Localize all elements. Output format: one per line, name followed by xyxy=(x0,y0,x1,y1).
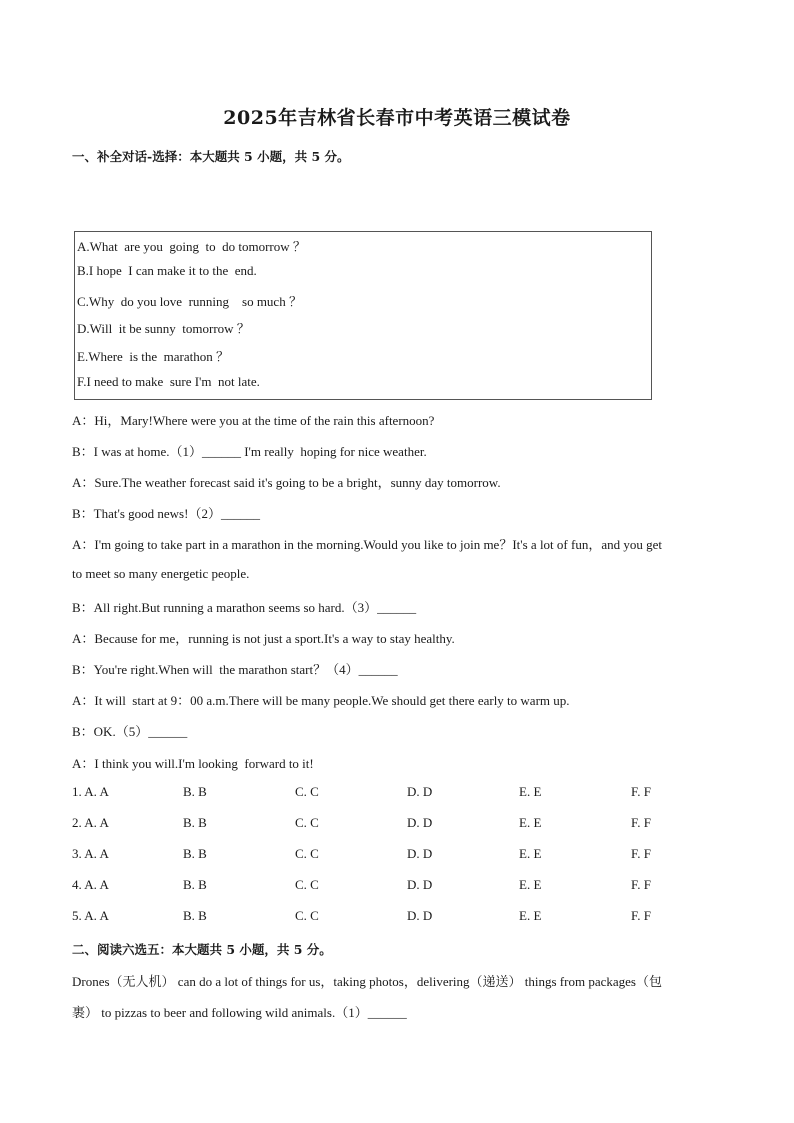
answer-row-4 xyxy=(0,877,794,895)
question-1-option-a[interactable]: 1. A. A xyxy=(72,784,109,799)
options-box xyxy=(74,231,652,400)
dialogue-line: A：I think you will.I'm looking forward to it! xyxy=(72,756,314,771)
option-f: F.I need to make sure I'm not late. xyxy=(77,374,260,389)
question-4-option-d[interactable]: D. D xyxy=(407,877,433,892)
answer-row-3 xyxy=(0,846,794,864)
answer-row-1 xyxy=(0,784,794,802)
page-title: 2025年吉林省长春市中考英语三模试卷 xyxy=(223,107,571,129)
question-1-option-d[interactable]: D. D xyxy=(407,784,433,799)
question-2-option-b[interactable]: B. B xyxy=(183,815,207,830)
dialogue-line: B：All right.But running a marathon seems so hard.（3）______ xyxy=(72,600,417,615)
question-3-option-a[interactable]: 3. A. A xyxy=(72,846,109,861)
dialogue-line: A：I'm going to take part in a marathon in the morning.Would you like to join me？It's a lot of fun，and you get xyxy=(72,537,662,552)
question-5-option-c[interactable]: C. C xyxy=(295,908,319,923)
question-4-option-b[interactable]: B. B xyxy=(183,877,207,892)
question-2-option-e[interactable]: E. E xyxy=(519,815,542,830)
question-3-option-b[interactable]: B. B xyxy=(183,846,207,861)
question-4-option-e[interactable]: E. E xyxy=(519,877,542,892)
question-3-option-d[interactable]: D. D xyxy=(407,846,433,861)
option-e: E.Where is the marathon ？ xyxy=(77,349,229,364)
question-1-option-e[interactable]: E. E xyxy=(519,784,542,799)
question-5-option-d[interactable]: D. D xyxy=(407,908,433,923)
question-3-option-e[interactable]: E. E xyxy=(519,846,542,861)
question-1-option-c[interactable]: C. C xyxy=(295,784,319,799)
answer-row-5 xyxy=(0,908,794,926)
dialogue-line: B：I was at home.（1）______ I'm really hoping for nice weather. xyxy=(72,444,427,459)
question-2-option-a[interactable]: 2. A. A xyxy=(72,815,109,830)
question-3-option-c[interactable]: C. C xyxy=(295,846,319,861)
dialogue-line: B：OK.（5）______ xyxy=(72,724,188,739)
question-2-option-d[interactable]: D. D xyxy=(407,815,433,830)
passage-line: Drones（无人机） can do a lot of things for us，taking photos，delivering（递送） things from packages（包 xyxy=(72,974,662,989)
option-d: D.Will it be sunny tomorrow ？ xyxy=(77,321,250,336)
dialogue-line: A：Sure.The weather forecast said it's going to be a bright，sunny day tomorrow. xyxy=(72,475,501,490)
question-5-option-e[interactable]: E. E xyxy=(519,908,542,923)
option-a: A.What are you going to do tomorrow ？ xyxy=(77,239,306,254)
question-4-option-a[interactable]: 4. A. A xyxy=(72,877,109,892)
question-4-option-c[interactable]: C. C xyxy=(295,877,319,892)
question-1-option-f[interactable]: F. F xyxy=(631,784,651,799)
dialogue-line: to meet so many energetic people. xyxy=(72,566,250,581)
section-2-heading: 二、阅读六选五：本大题共 5 小题，共 5 分。 xyxy=(72,942,332,957)
dialogue-line: B：That's good news!（2）______ xyxy=(72,506,260,521)
passage-line: 裹） to pizzas to beer and following wild animals.（1）______ xyxy=(72,1005,407,1020)
question-4-option-f[interactable]: F. F xyxy=(631,877,651,892)
question-5-option-b[interactable]: B. B xyxy=(183,908,207,923)
question-2-option-c[interactable]: C. C xyxy=(295,815,319,830)
question-1-option-b[interactable]: B. B xyxy=(183,784,207,799)
question-5-option-f[interactable]: F. F xyxy=(631,908,651,923)
option-b: B.I hope I can make it to the end. xyxy=(77,263,257,278)
dialogue-line: B：You're right.When will the marathon start？（4）______ xyxy=(72,662,398,677)
dialogue-line: A：It will start at 9：00 a.m.There will be many people.We should get there early to warm up. xyxy=(72,693,570,708)
question-3-option-f[interactable]: F. F xyxy=(631,846,651,861)
question-5-option-a[interactable]: 5. A. A xyxy=(72,908,109,923)
answer-row-2 xyxy=(0,815,794,833)
option-c: C.Why do you love running so much ？ xyxy=(77,294,302,309)
section-1-heading: 一、补全对话-选择：本大题共 5 小题，共 5 分。 xyxy=(72,149,350,164)
question-2-option-f[interactable]: F. F xyxy=(631,815,651,830)
dialogue-line: A：Because for me，running is not just a sport.It's a way to stay healthy. xyxy=(72,631,455,646)
dialogue-line: A：Hi，Mary!Where were you at the time of the rain this afternoon? xyxy=(72,413,435,428)
